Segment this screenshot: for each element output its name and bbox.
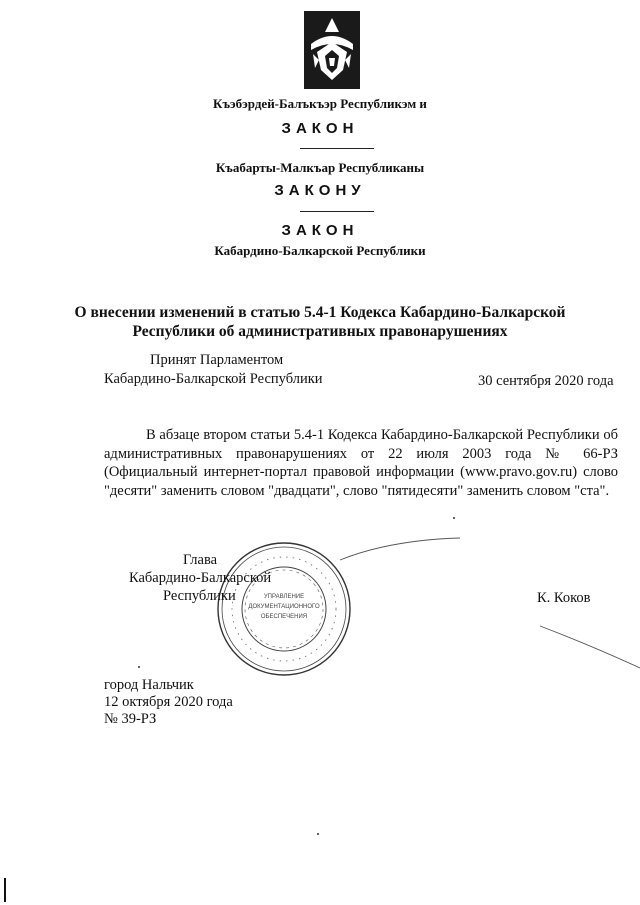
divider-1 xyxy=(300,148,374,149)
seal-inner-text-1: УПРАВЛЕНИЕ xyxy=(263,594,305,600)
signatory-title-1: Глава xyxy=(183,552,218,568)
scan-speck xyxy=(317,833,319,835)
seal-inner-text-2: ДОКУМЕНТАЦИОННОГО xyxy=(248,604,320,610)
divider-2 xyxy=(300,211,374,212)
body-text xyxy=(104,426,618,500)
footer-city: город Нальчик xyxy=(104,677,194,693)
seal-inner-text-3: ОБЕСПЕЧЕНИЯ xyxy=(260,614,308,620)
law-title-line-2: Республики об административных правонарушениях xyxy=(132,323,508,340)
footer-date: 12 октября 2020 года xyxy=(104,694,233,710)
coat-of-arms-emblem xyxy=(303,10,361,90)
scan-speck xyxy=(138,666,140,668)
law-title-line-1: О внесении изменений в статью 5.4-1 Кодекса Кабардино-Балкарской xyxy=(74,304,566,321)
balkar-republic-name: Къабарты-Малкъар Республиканы xyxy=(215,160,425,175)
russian-republic-name: Кабардино-Балкарской Республики xyxy=(214,243,426,258)
adoption-line-2: Кабардино-Балкарской Республики xyxy=(104,371,323,387)
body-paragraph: В абзаце втором статьи 5.4-1 Кодекса Кабардино-Балкарской Республики об административных правонарушениях от 22 июля 2003 года № 66-РЗ (Официальный интернет-портал правовой информации (www.pravo.gov.ru) слово "десяти" заменить словом "двадцати", слово "пятидесяти" заменить словом "ста". xyxy=(104,427,618,499)
kabardian-law-heading: ЗАКОН xyxy=(281,120,359,137)
signatory-title-2: Кабардино-Балкарской xyxy=(129,570,272,586)
signatory-name: К. Коков xyxy=(537,590,591,606)
scan-edge-mark xyxy=(4,878,6,902)
signatory-title-3: Республики xyxy=(163,588,236,604)
handwritten-signature xyxy=(330,530,640,690)
scan-speck xyxy=(453,517,455,519)
balkar-law-heading: ЗАКОНУ xyxy=(274,182,366,199)
adoption-date: 30 сентября 2020 года xyxy=(478,373,614,389)
kabardian-republic-name: Къэбэрдей-Балъкъэр Республикэм и xyxy=(213,96,427,111)
adoption-line-1: Принят Парламентом xyxy=(150,352,284,368)
footer-number: № 39-РЗ xyxy=(104,711,157,727)
russian-law-heading: ЗАКОН xyxy=(281,222,359,239)
